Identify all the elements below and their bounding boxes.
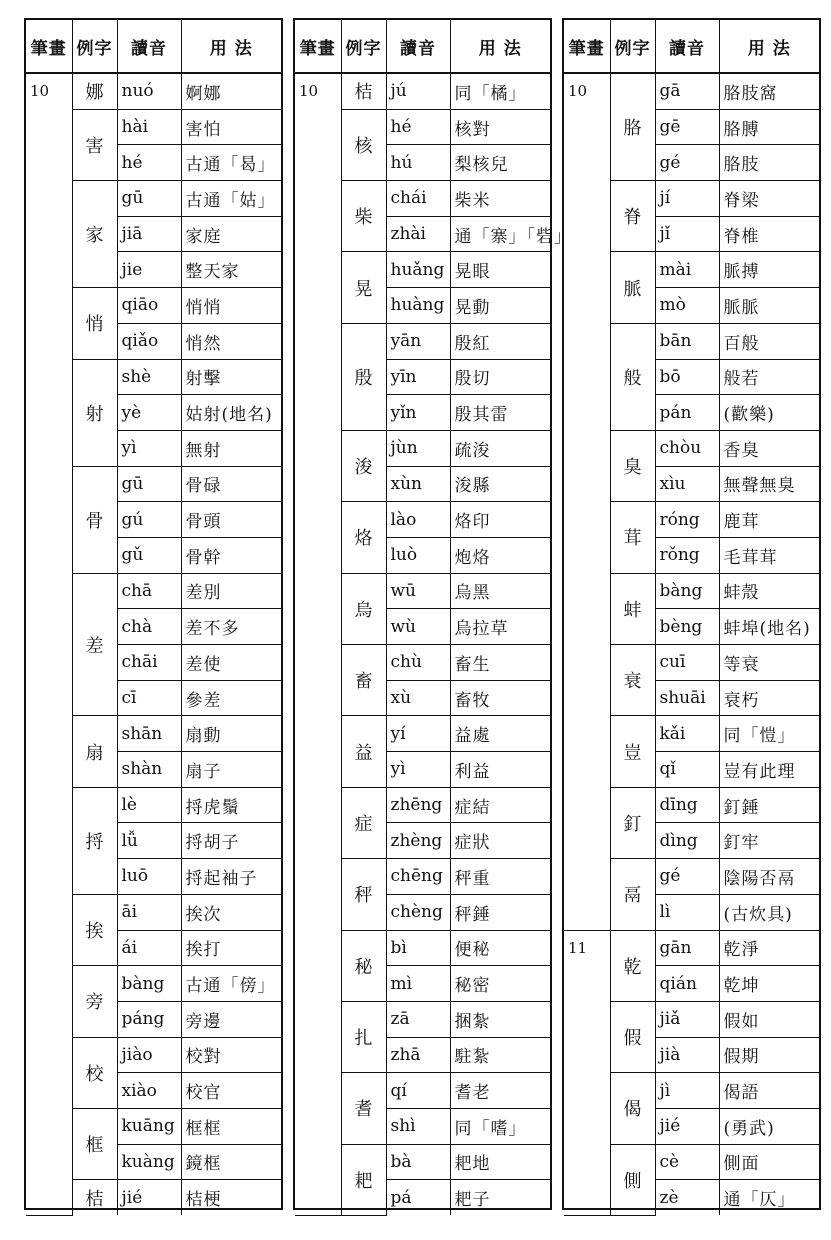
usage-example: 胳膊 (719, 109, 819, 145)
example-char: 浚 (341, 430, 386, 501)
usage-example: 鏡框 (181, 1144, 281, 1180)
stroke-count: 11 (564, 930, 610, 1215)
table-panel-1 (24, 18, 283, 1210)
pinyin-reading: gú (117, 502, 181, 538)
usage-example: 脈搏 (719, 252, 819, 288)
example-char: 挨 (72, 894, 117, 965)
pinyin-reading: qí (386, 1073, 450, 1109)
pinyin-reading: jú (386, 73, 450, 109)
pinyin-reading: zā (386, 1001, 450, 1037)
example-char: 秤 (341, 859, 386, 930)
example-char: 畜 (341, 645, 386, 716)
example-char: 症 (341, 787, 386, 858)
usage-example: 古通「傍」 (181, 966, 281, 1002)
example-char: 耆 (341, 1073, 386, 1144)
usage-header: 用 法 (181, 20, 281, 73)
usage-example: 婀娜 (181, 73, 281, 109)
reading-header: 讀音 (117, 20, 181, 73)
example-char: 釘 (610, 787, 655, 858)
pinyin-reading: ái (117, 930, 181, 966)
pinyin-reading: bèng (655, 609, 719, 645)
usage-example: 挨次 (181, 894, 281, 930)
usage-example: 校官 (181, 1073, 281, 1109)
pinyin-reading: jì (655, 1073, 719, 1109)
example-char: 蚌 (610, 573, 655, 644)
usage-example: 秤錘 (450, 894, 550, 930)
pinyin-reading: jià (655, 1037, 719, 1073)
usage-example: 校對 (181, 1037, 281, 1073)
pinyin-reading: chēng (386, 859, 450, 895)
pinyin-reading: gū (117, 466, 181, 502)
usage-example: 畜生 (450, 645, 550, 681)
example-char: 秘 (341, 930, 386, 1001)
usage-example: 挨打 (181, 930, 281, 966)
usage-example: 衰朽 (719, 680, 819, 716)
example-char: 乾 (610, 930, 655, 1001)
example-char: 扇 (72, 716, 117, 787)
pinyin-reading: cè (655, 1144, 719, 1180)
usage-example: (勇武) (719, 1108, 819, 1144)
example-char: 般 (610, 323, 655, 430)
pinyin-reading: chái (386, 181, 450, 217)
pinyin-reading: dìng (655, 823, 719, 859)
usage-example: 脊梁 (719, 181, 819, 217)
example-char: 校 (72, 1037, 117, 1108)
pinyin-reading: lào (386, 502, 450, 538)
usage-example: 骨幹 (181, 537, 281, 573)
usage-example: 浚縣 (450, 466, 550, 502)
pinyin-reading: luò (386, 537, 450, 573)
usage-example: 乾淨 (719, 930, 819, 966)
usage-example: 偈語 (719, 1073, 819, 1109)
pinyin-reading: lì (655, 894, 719, 930)
pinyin-reading: kuàng (117, 1144, 181, 1180)
usage-example: 參差 (181, 680, 281, 716)
usage-example: 胳肢 (719, 145, 819, 181)
usage-example: 香臭 (719, 430, 819, 466)
usage-example: 殷切 (450, 359, 550, 395)
pinyin-reading: shàn (117, 752, 181, 788)
usage-example: 桔梗 (185, 1190, 222, 1211)
usage-example: 釘牢 (719, 823, 819, 859)
usage-example: 乾坤 (719, 966, 819, 1002)
usage-example: 釘錘 (719, 787, 819, 823)
table-panel-2 (293, 18, 572, 1211)
pinyin-reading: chèng (386, 894, 450, 930)
usage-example: 捋胡子 (181, 823, 281, 859)
usage-example: 症結 (450, 787, 550, 823)
pinyin-reading: luō (117, 859, 181, 895)
usage-example: 畜牧 (450, 680, 550, 716)
example-char: 臭 (610, 430, 655, 501)
usage-example: 通「仄」 (723, 1190, 796, 1211)
usage-example: 捋起袖子 (181, 859, 281, 895)
pinyin-reading: chà (117, 609, 181, 645)
example-char-header: 例字 (72, 20, 117, 73)
pinyin-reading: qián (655, 966, 719, 1002)
example-char: 益 (341, 716, 386, 787)
pinyin-reading: gǔ (117, 537, 181, 573)
example-char: 核 (341, 109, 386, 180)
pinyin-reading: mò (655, 288, 719, 324)
example-char: 射 (72, 359, 117, 466)
pinyin-reading: kuāng (117, 1108, 181, 1144)
pinyin-reading: cuī (655, 645, 719, 681)
usage-example: 陰陽否鬲 (719, 859, 819, 895)
pinyin-reading: wū (386, 573, 450, 609)
usage-example: 疏浚 (450, 430, 550, 466)
usage-example: 百般 (719, 323, 819, 359)
usage-example: 差不多 (181, 609, 281, 645)
pinyin-reading: jǐ (655, 216, 719, 252)
usage-example: 利益 (450, 752, 550, 788)
pinyin-reading: jié (117, 1180, 181, 1215)
pinyin-reading: chù (386, 645, 450, 681)
pinyin-reading: pán (655, 395, 719, 431)
usage-example: 益處 (450, 716, 550, 752)
usage-example: 耆老 (450, 1073, 550, 1109)
pronunciation-page (24, 18, 809, 1210)
pinyin-reading: bà (386, 1144, 450, 1180)
example-char: 扎 (341, 1001, 386, 1072)
usage-example: 古通「姑」 (181, 181, 281, 217)
example-char: 脈 (610, 252, 655, 323)
pinyin-reading: jiā (117, 216, 181, 252)
stroke-count: 10 (295, 73, 341, 1215)
example-char: 桔 (341, 73, 386, 109)
pinyin-reading: hé (386, 109, 450, 145)
pinyin-reading: shuāi (655, 680, 719, 716)
table-row (564, 930, 819, 966)
usage-example: 悄悄 (181, 288, 281, 324)
pinyin-reading: pá (386, 1180, 450, 1215)
pinyin-reading: bì (386, 930, 450, 966)
pinyin-reading: róng (655, 502, 719, 538)
pinyin-reading: hài (117, 109, 181, 145)
pinyin-reading: huàng (386, 288, 450, 324)
table-row (26, 73, 281, 109)
pinyin-reading: yì (117, 430, 181, 466)
usage-example: 烙印 (450, 502, 550, 538)
usage-example: 同「橘」 (450, 73, 550, 109)
usage-example: 症狀 (450, 823, 550, 859)
pinyin-reading: bān (655, 323, 719, 359)
usage-example: 毛茸茸 (719, 537, 819, 573)
usage-example: 捆紮 (450, 1001, 550, 1037)
usage-example: 駐紮 (450, 1037, 550, 1073)
pinyin-reading: lè (117, 787, 181, 823)
pinyin-reading: gā (655, 73, 719, 109)
usage-example: 耙地 (450, 1144, 550, 1180)
pinyin-reading: gé (655, 859, 719, 895)
pinyin-reading: qiǎo (117, 323, 181, 359)
pinyin-reading: cī (117, 680, 181, 716)
usage-example: 射擊 (181, 359, 281, 395)
pinyin-reading: qǐ (655, 752, 719, 788)
usage-example: 同「嗜」 (450, 1108, 550, 1144)
pinyin-reading: chā (117, 573, 181, 609)
pinyin-reading: yì (386, 752, 450, 788)
reading-header: 讀音 (655, 20, 719, 73)
usage-example: 骨頭 (181, 502, 281, 538)
pinyin-reading: zhèng (386, 823, 450, 859)
pinyin-reading: qiāo (117, 288, 181, 324)
example-char: 害 (72, 109, 117, 180)
usage-example: 整天家 (181, 252, 281, 288)
example-char: 旁 (72, 966, 117, 1037)
pinyin-reading: gū (117, 181, 181, 217)
pinyin-reading: zhā (386, 1037, 450, 1073)
usage-example: 假期 (719, 1037, 819, 1073)
example-char-header: 例字 (341, 20, 386, 73)
example-char: 捋 (72, 787, 117, 894)
usage-example: 晃眼 (450, 252, 550, 288)
reading-header: 讀音 (386, 20, 450, 73)
usage-example: 捋虎鬚 (181, 787, 281, 823)
pinyin-reading: jí (655, 181, 719, 217)
usage-example: 無聲無臭 (719, 466, 819, 502)
example-char: 耙 (341, 1144, 386, 1215)
usage-example: 側面 (719, 1144, 819, 1180)
example-char: 鬲 (610, 859, 655, 930)
example-char: 差 (72, 573, 117, 716)
example-char: 烏 (341, 573, 386, 644)
pinyin-reading: gē (655, 109, 719, 145)
usage-example: 蚌殼 (719, 573, 819, 609)
usage-example: (古炊具) (719, 894, 819, 930)
usage-example: 差別 (181, 573, 281, 609)
usage-example: 烏拉草 (450, 609, 550, 645)
stroke-header: 筆畫 (26, 20, 72, 73)
usage-example: 柴米 (450, 181, 550, 217)
stroke-count: 10 (26, 73, 72, 1215)
usage-example: 害怕 (181, 109, 281, 145)
pinyin-reading: mài (655, 252, 719, 288)
usage-example: 便秘 (450, 930, 550, 966)
pinyin-reading: jùn (386, 430, 450, 466)
pinyin-reading: xùn (386, 466, 450, 502)
pinyin-reading: gé (655, 145, 719, 181)
example-char: 偈 (610, 1073, 655, 1144)
pinyin-reading: jie (117, 252, 181, 288)
usage-example: 蚌埠(地名) (719, 609, 819, 645)
stroke-header: 筆畫 (295, 20, 341, 73)
usage-example: 秤重 (450, 859, 550, 895)
table-row (564, 73, 819, 109)
pinyin-reading: jié (655, 1108, 719, 1144)
example-char: 脊 (610, 181, 655, 252)
example-char: 框 (72, 1108, 117, 1179)
usage-example: 古通「曷」 (181, 145, 281, 181)
pronunciation-table (295, 20, 572, 1216)
example-char: 衰 (610, 645, 655, 716)
pinyin-reading: lǚ (117, 823, 181, 859)
pinyin-reading: xiào (117, 1073, 181, 1109)
pinyin-reading: huǎng (386, 252, 450, 288)
pinyin-reading: yí (386, 716, 450, 752)
table-panel-3 (562, 18, 821, 1210)
pinyin-reading: jiào (117, 1037, 181, 1073)
example-char: 豈 (610, 716, 655, 787)
usage-example: 骨碌 (181, 466, 281, 502)
example-char: 柴 (341, 181, 386, 252)
usage-header: 用 法 (450, 20, 550, 73)
usage-example: 晃動 (450, 288, 550, 324)
usage-example: 脊椎 (719, 216, 819, 252)
example-char: 家 (72, 181, 117, 288)
pinyin-reading: mì (386, 966, 450, 1002)
usage-example: 旁邊 (181, 1001, 281, 1037)
example-char: 悄 (72, 288, 117, 359)
example-char: 假 (610, 1001, 655, 1072)
usage-example: 核對 (450, 109, 550, 145)
pinyin-reading: shè (117, 359, 181, 395)
pronunciation-table (26, 20, 281, 1216)
pinyin-reading: dīng (655, 787, 719, 823)
usage-example: 同「愷」 (719, 716, 819, 752)
usage-example: 秘密 (450, 966, 550, 1002)
usage-example: 框框 (181, 1108, 281, 1144)
pinyin-reading: yīn (386, 359, 450, 395)
usage-example: 扇動 (181, 716, 281, 752)
pinyin-reading: yǐn (386, 395, 450, 431)
usage-example: 假如 (719, 1001, 819, 1037)
example-char: 骨 (72, 466, 117, 573)
pinyin-reading: bàng (655, 573, 719, 609)
usage-example: 般若 (719, 359, 819, 395)
pinyin-reading: rǒng (655, 537, 719, 573)
pinyin-reading: bō (655, 359, 719, 395)
pinyin-reading: yān (386, 323, 450, 359)
example-char: 桔 (72, 1180, 117, 1215)
pinyin-reading: jiǎ (655, 1001, 719, 1037)
pinyin-reading: yè (117, 395, 181, 431)
pinyin-reading: páng (117, 1001, 181, 1037)
usage-example: 胳肢窩 (719, 73, 819, 109)
example-char: 側 (610, 1144, 655, 1215)
pinyin-reading: nuó (117, 73, 181, 109)
usage-example: 梨核兒 (450, 145, 550, 181)
usage-example: 等衰 (719, 645, 819, 681)
example-char: 殷 (341, 323, 386, 430)
usage-header: 用 法 (719, 20, 819, 73)
usage-example: 烏黑 (450, 573, 550, 609)
pinyin-reading: kǎi (655, 716, 719, 752)
usage-example: 鹿茸 (719, 502, 819, 538)
example-char-header: 例字 (610, 20, 655, 73)
usage-example: (歡樂) (719, 395, 819, 431)
pinyin-reading: chāi (117, 645, 181, 681)
example-char: 茸 (610, 502, 655, 573)
usage-example: 炮烙 (450, 537, 550, 573)
pinyin-reading: gān (655, 930, 719, 966)
usage-example: 殷其雷 (450, 395, 550, 431)
usage-example: 姑射(地名) (181, 395, 281, 431)
pronunciation-table (564, 20, 819, 1216)
pinyin-reading: chòu (655, 430, 719, 466)
usage-example: 家庭 (181, 216, 281, 252)
pinyin-reading: hú (386, 145, 450, 181)
pinyin-reading: zhēng (386, 787, 450, 823)
pinyin-reading: bàng (117, 966, 181, 1002)
pinyin-reading: zè (655, 1180, 719, 1215)
usage-example: 脈脈 (719, 288, 819, 324)
stroke-count: 10 (564, 73, 610, 930)
usage-example: 通「寨」「砦」 (450, 216, 550, 252)
pinyin-reading: wù (386, 609, 450, 645)
table-row (295, 73, 550, 109)
usage-example: 殷紅 (450, 323, 550, 359)
example-char: 娜 (72, 73, 117, 109)
pinyin-reading: zhài (386, 216, 450, 252)
example-char: 晃 (341, 252, 386, 323)
pinyin-reading: shì (386, 1108, 450, 1144)
pinyin-reading: āi (117, 894, 181, 930)
usage-example: 無射 (181, 430, 281, 466)
pinyin-reading: xù (386, 680, 450, 716)
example-char: 烙 (341, 502, 386, 573)
usage-example: 扇子 (181, 752, 281, 788)
example-char: 胳 (610, 73, 655, 181)
pinyin-reading: shān (117, 716, 181, 752)
pinyin-reading: hé (117, 145, 181, 181)
usage-example: 悄然 (181, 323, 281, 359)
pinyin-reading: xìu (655, 466, 719, 502)
usage-example: 差使 (181, 645, 281, 681)
usage-example: 豈有此理 (719, 752, 819, 788)
usage-example: 耙子 (454, 1190, 491, 1211)
stroke-header: 筆畫 (564, 20, 610, 73)
